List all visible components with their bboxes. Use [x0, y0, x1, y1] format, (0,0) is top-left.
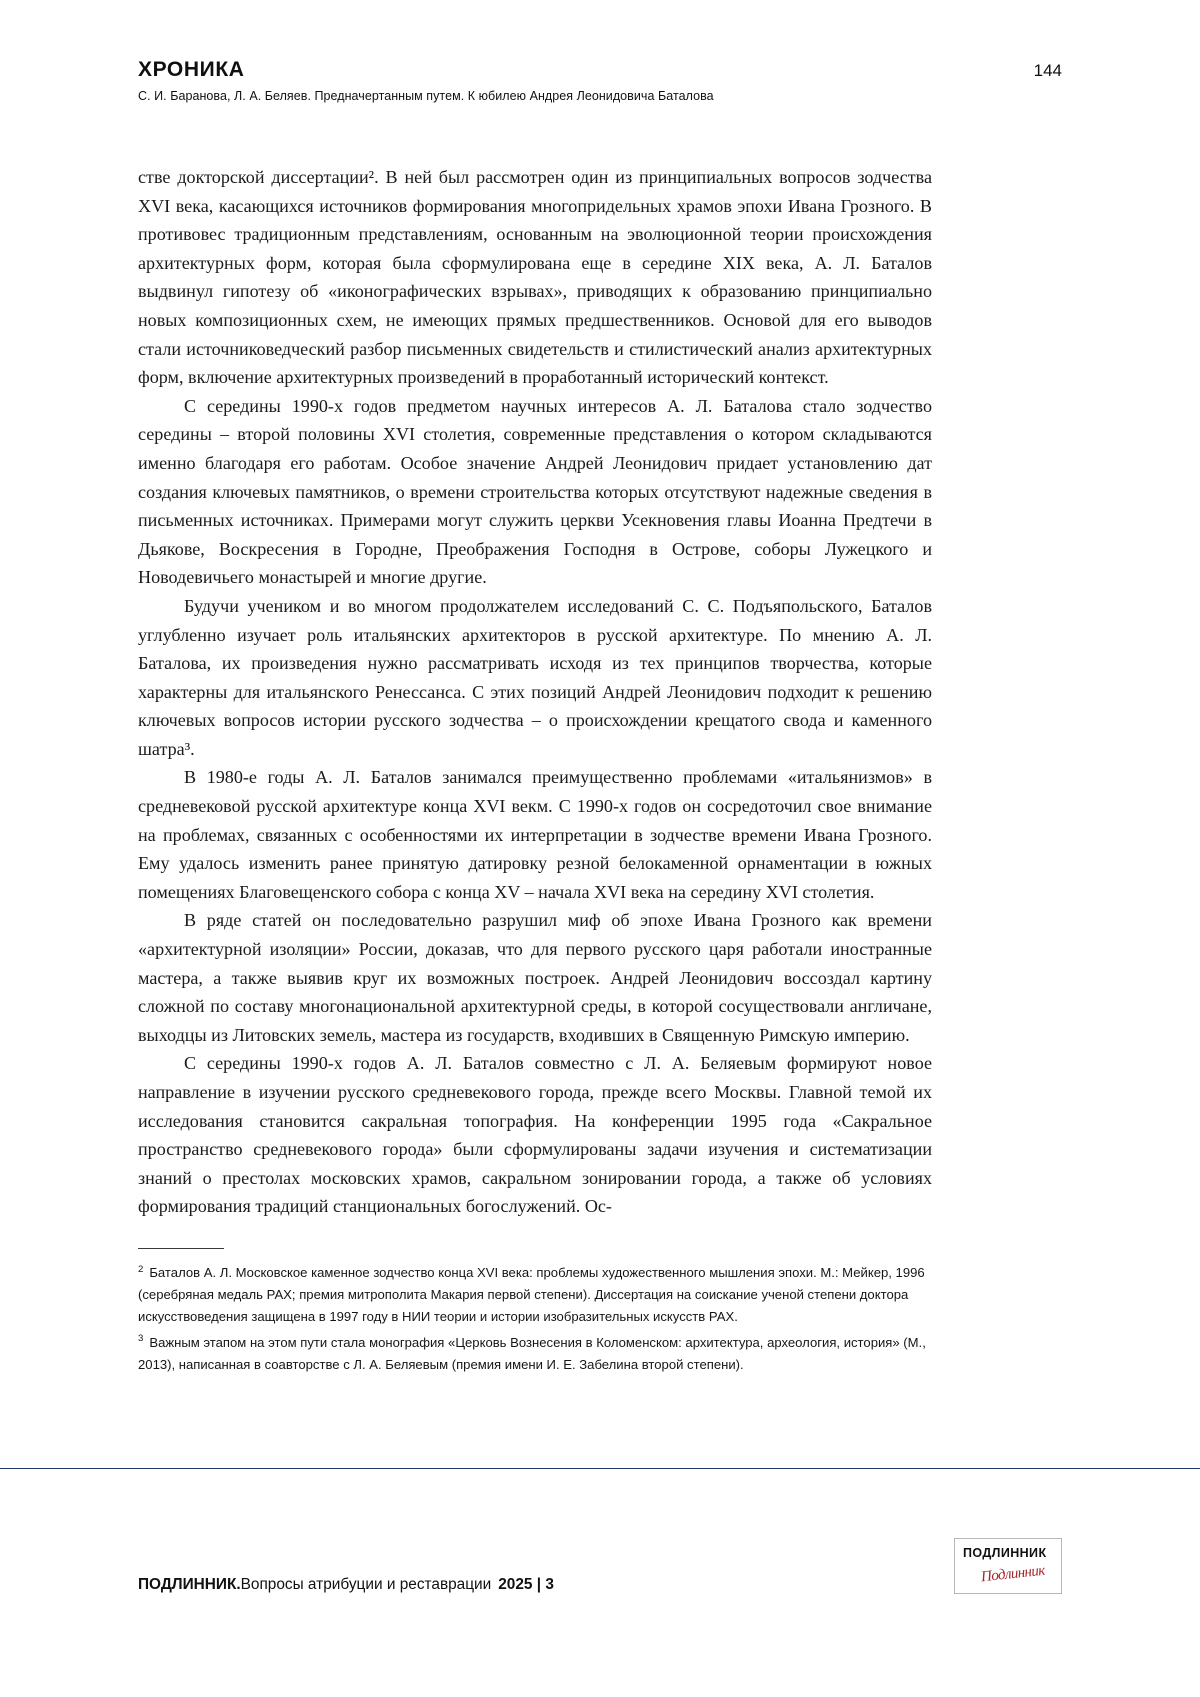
paragraph: В 1980-е годы А. Л. Баталов занимался преимущественно проблемами «итальянизмов» в средневековой русской архитектуре конца XVI векм. С 1990-х годов он сосредоточил свое внимание на проблемах, связанных с особенностями их интерпретации в зодчестве времени Ивана Грозного. Ему удалось изменить ранее принятую датировку резной белокаменной орнаментации в южных помещениях Благовещенского собора с конца XV – начала XVI века на середину XVI столетия. [138, 767, 933, 902]
journal-issue: 2025 | 3 [498, 1576, 554, 1593]
footer-journal-line [138, 1576, 554, 1594]
header-row [138, 58, 1062, 82]
footnote-item [138, 1332, 932, 1376]
journal-subtitle: Вопросы атрибуции и реставрации [240, 1576, 492, 1593]
section-title: ХРОНИКА [138, 58, 245, 81]
footnotes [138, 1262, 932, 1379]
logo-wordmark: ПОДЛИННИК [963, 1546, 1047, 1560]
journal-name: ПОДЛИННИК. [138, 1576, 241, 1593]
paragraph: С середины 1990-х годов А. Л. Баталов совместно с Л. А. Беляевым формируют новое направление в изучении русского средневекового города, прежде всего Москвы. Главной темой их исследования становится сакральная топография. На конференции 1995 года «Сакральное пространство средневекового города» были сформулированы задачи изучения и систематизации знаний о престолах московских храмов, сакральном зонировании города, а также об условиях формирования традиций станциональных богослужений. Ос- [138, 1053, 932, 1217]
paragraph: В ряде статей он последовательно разрушил миф об эпохе Ивана Грозного как времени «архитектурной изоляции» России, доказав, что для первого русского царя работали иностранные мастера, а также выявив круг их возможных построек. Андрей Леонидович воссоздал картину сложной по составу многонациональной архитектурной среды, в которой сосуществовали англичане, выходцы из Литовских земель, мастера из государств, входивших в Священную Римскую империю. [138, 910, 932, 1045]
footnote-marker: 3 [138, 1333, 144, 1345]
footer-divider [0, 1468, 1200, 1469]
journal-logo [954, 1538, 1062, 1594]
body-text [138, 163, 932, 1221]
paragraph: С середины 1990-х годов предметом научных интересов А. Л. Баталова стало зодчество середины – второй половины XVI столетия, современные представления о котором складываются именно благодаря его работам. Особое значение Андрей Леонидович придает установлению дат создания ключевых памятников, о времени строительства которых отсутствуют надежные сведения в письменных источниках. Примерами могут служить церкви Усекновения главы Иоанна Предтечи в Дьякове, Воскресения в Городне, Преображения Господня в Острове, соборы Лужецкого и Новодевичьего монастырей и многие другие. [138, 395, 932, 588]
page-number: 144 [1033, 61, 1062, 80]
footnote-item [138, 1262, 932, 1329]
logo-signature: Подлинник [980, 1562, 1046, 1586]
paragraph: Будучи учеником и во многом продолжателем исследований С. С. Подъяпольского, Баталов углубленно изучает роль итальянских архитекторов в русской архитектуре. По мнению А. Л. Баталова, их произведения нужно рассматривать исходя из тех принципов творчества, которые характерны для итальянского Ренессанса. С этих позиций Андрей Леонидович подходит к решению ключевых вопросов истории русского зодчества – о происхождении крещатого свода и каменного шатра³. [138, 595, 932, 759]
footnote-text: Баталов А. Л. Московское каменное зодчество конца XVI века: проблемы художественного мышления эпохи. М.: Мейкер, 1996 (серебряная медаль РАХ; премия митрополита Макария первой степени). Диссертация на соискание ученой степени доктора искусствоведения защищена в 1997 году в НИИ теории и истории изобразительных искусств РАХ. [138, 1265, 925, 1325]
footnote-text: Важным этапом на этом пути стала монография «Церковь Вознесения в Коломенском: архитектура, археология, история» (М., 2013), написанная в соавторстве с Л. А. Беляевым (премия имени И. Е. Забелина второй степени). [138, 1334, 926, 1372]
footnote-separator [138, 1248, 224, 1249]
page-footer [138, 1538, 1062, 1594]
footnote-marker: 2 [138, 1263, 144, 1275]
paragraph: стве докторской диссертации². В ней был рассмотрен один из принципиальных вопросов зодчества XVI века, касающихся источников формирования многопридельных храмов эпохи Ивана Грозного. В противовес традиционным представлениям, основанным на эволюционной теории происхождения архитектурных форм, которая была сформулирована еще в середине XIX века, А. Л. Баталов выдвинул гипотезу об «иконографических взрывах», приводящих к образованию принципиально новых композиционных схем, не имеющих прямых предшественников. Основой для его выводов стали источниковедческий разбор письменных свидетельств и стилистический анализ архитектурных форм, включение архитектурных произведений в проработанный исторический контекст. [138, 167, 932, 388]
page-header [138, 58, 1062, 103]
running-title: С. И. Баранова, Л. А. Беляев. Предначертанным путем. К юбилею Андрея Леонидовича Баталова [138, 89, 714, 103]
